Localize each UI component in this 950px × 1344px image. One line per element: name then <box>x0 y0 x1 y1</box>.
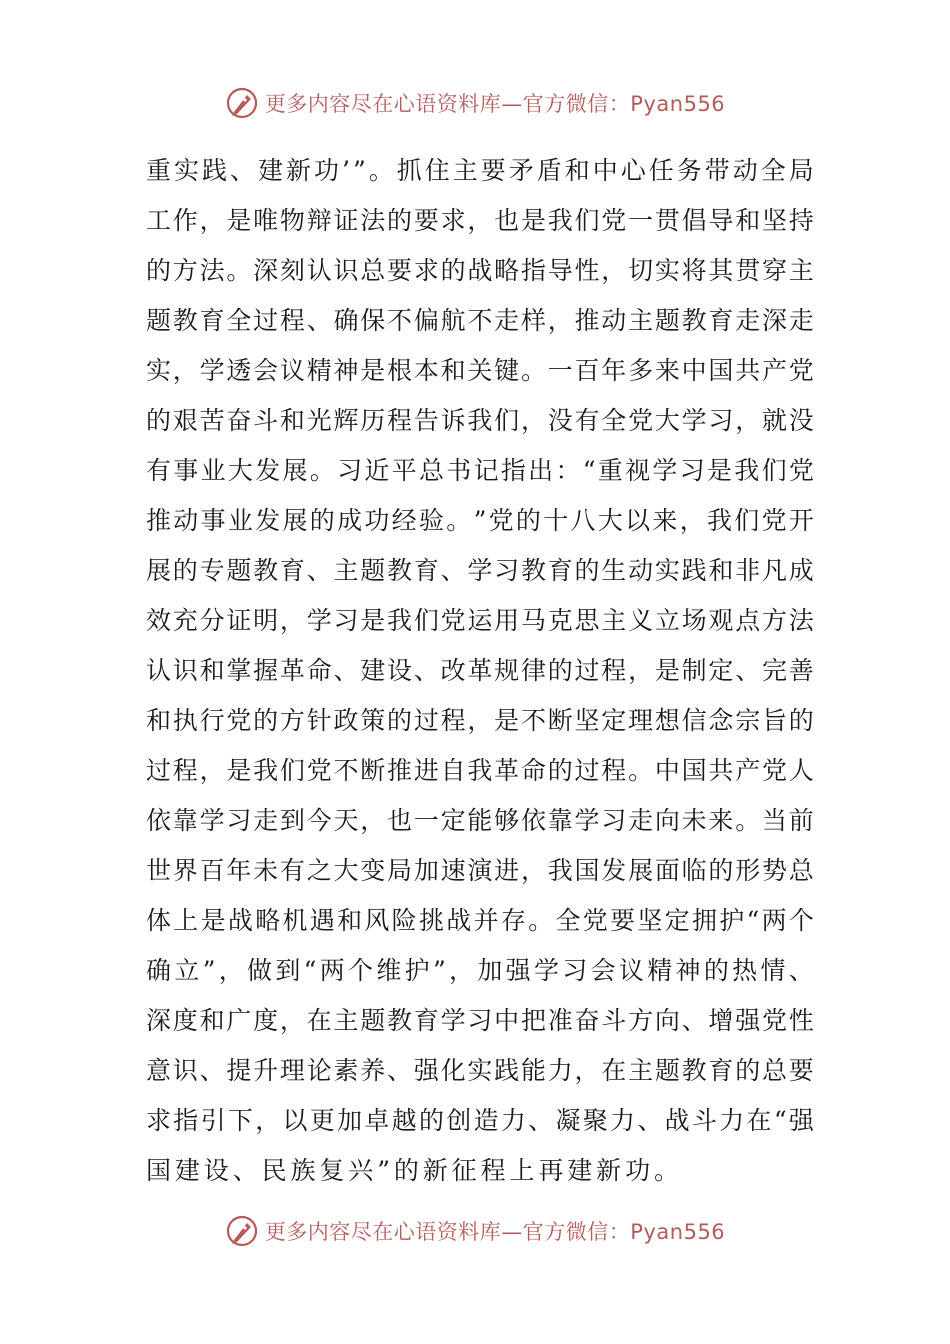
text-line: 重 实 践 、 建 新 功 ’ ” 。 抓 住 主 要 矛 盾 和 中 心 任 务 带 动 全 局 <box>146 156 814 185</box>
text-line: 深 度 和 广 度 ， 在 主 题 教 育 学 习 中 把 准 奋 斗 方 向 、 增 强 党 性 <box>146 1006 814 1035</box>
text-line: 推 动 事 业 发 展 的 成 功 经 验 。 ” 党 的 十 八 大 以 来 ， 我 们 党 开 <box>146 506 814 535</box>
text-line: 的 艰 苦 奋 斗 和 光 辉 历 程 告 诉 我 们 ， 没 有 全 党 大 学 习 ， 就 没 <box>146 406 814 435</box>
text-line: 题 教 育 全 过 程 、 确 保 不 偏 航 不 走 样 ， 推 动 主 题 教 育 走 深 走 <box>146 306 814 335</box>
text-line: 世 界 百 年 未 有 之 大 变 局 加 速 演 进 ， 我 国 发 展 面 临 的 形 势 总 <box>146 856 814 885</box>
text-line: 工 作 ， 是 唯 物 辩 证 法 的 要 求 ， 也 是 我 们 党 一 贯 倡 导 和 坚 持 <box>146 206 814 235</box>
text-line: 依 靠 学 习 走 到 今 天 ， 也 一 定 能 够 依 靠 学 习 走 向 未 来 。 当 前 <box>146 806 814 835</box>
text-line: 求 指 引 下 ， 以 更 加 卓 越 的 创 造 力 、 凝 聚 力 、 战 斗 力 在 “ 强 <box>146 1106 814 1135</box>
text-line: 展 的 专 题 教 育 、 主 题 教 育 、 学 习 教 育 的 生 动 实 践 和 非 凡 成 <box>146 556 814 585</box>
text-line: 过 程 ， 是 我 们 党 不 断 推 进 自 我 革 命 的 过 程 。 中 国 共 产 党 人 <box>146 756 814 785</box>
text-line: 体 上 是 战 略 机 遇 和 风 险 挑 战 并 存 。 全 党 要 坚 定 拥 护 “ 两 个 <box>146 906 814 935</box>
text-line: 的 方 法 。 深 刻 认 识 总 要 求 的 战 略 指 导 性 ， 切 实 将 其 贯 穿 主 <box>146 256 814 285</box>
header-watermark-text: 更多内容尽在心语资料库—官方微信：Pyan556 <box>264 92 726 116</box>
text-line: 实 ， 学 透 会 议 精 神 是 根 本 和 关 键 。 一 百 年 多 来 中 国 共 产 党 <box>146 356 814 385</box>
header-watermark <box>0 78 950 128</box>
document-body <box>146 146 814 1196</box>
text-line: 和 执 行 党 的 方 针 政 策 的 过 程 ， 是 不 断 坚 定 理 想 信 念 宗 旨 的 <box>146 706 814 735</box>
pen-nib-logo-icon <box>225 86 259 120</box>
text-line: 有 事 业 大 发 展 。 习 近 平 总 书 记 指 出 ： “ 重 视 学 习 是 我 们 党 <box>146 456 814 485</box>
text-line: 意 识 、 提 升 理 论 素 养 、 强 化 实 践 能 力 ， 在 主 题 教 育 的 总 要 <box>146 1056 814 1085</box>
text-line: 确 立 ” ， 做 到 “ 两 个 维 护 ” ， 加 强 学 习 会 议 精 神 的 热 情 、 <box>146 956 814 985</box>
pen-nib-logo-icon <box>225 1214 259 1248</box>
footer-watermark-text: 更多内容尽在心语资料库—官方微信：Pyan556 <box>264 1220 726 1244</box>
text-line-last: 国建设、民族复兴”的新征程上再建新功。 <box>146 1156 683 1185</box>
footer-watermark <box>0 1206 950 1256</box>
text-line: 效 充 分 证 明 ， 学 习 是 我 们 党 运 用 马 克 思 主 义 立 场 观 点 方 法 <box>146 606 814 635</box>
text-line: 认 识 和 掌 握 革 命 、 建 设 、 改 革 规 律 的 过 程 ， 是 制 定 、 完 善 <box>146 656 814 685</box>
